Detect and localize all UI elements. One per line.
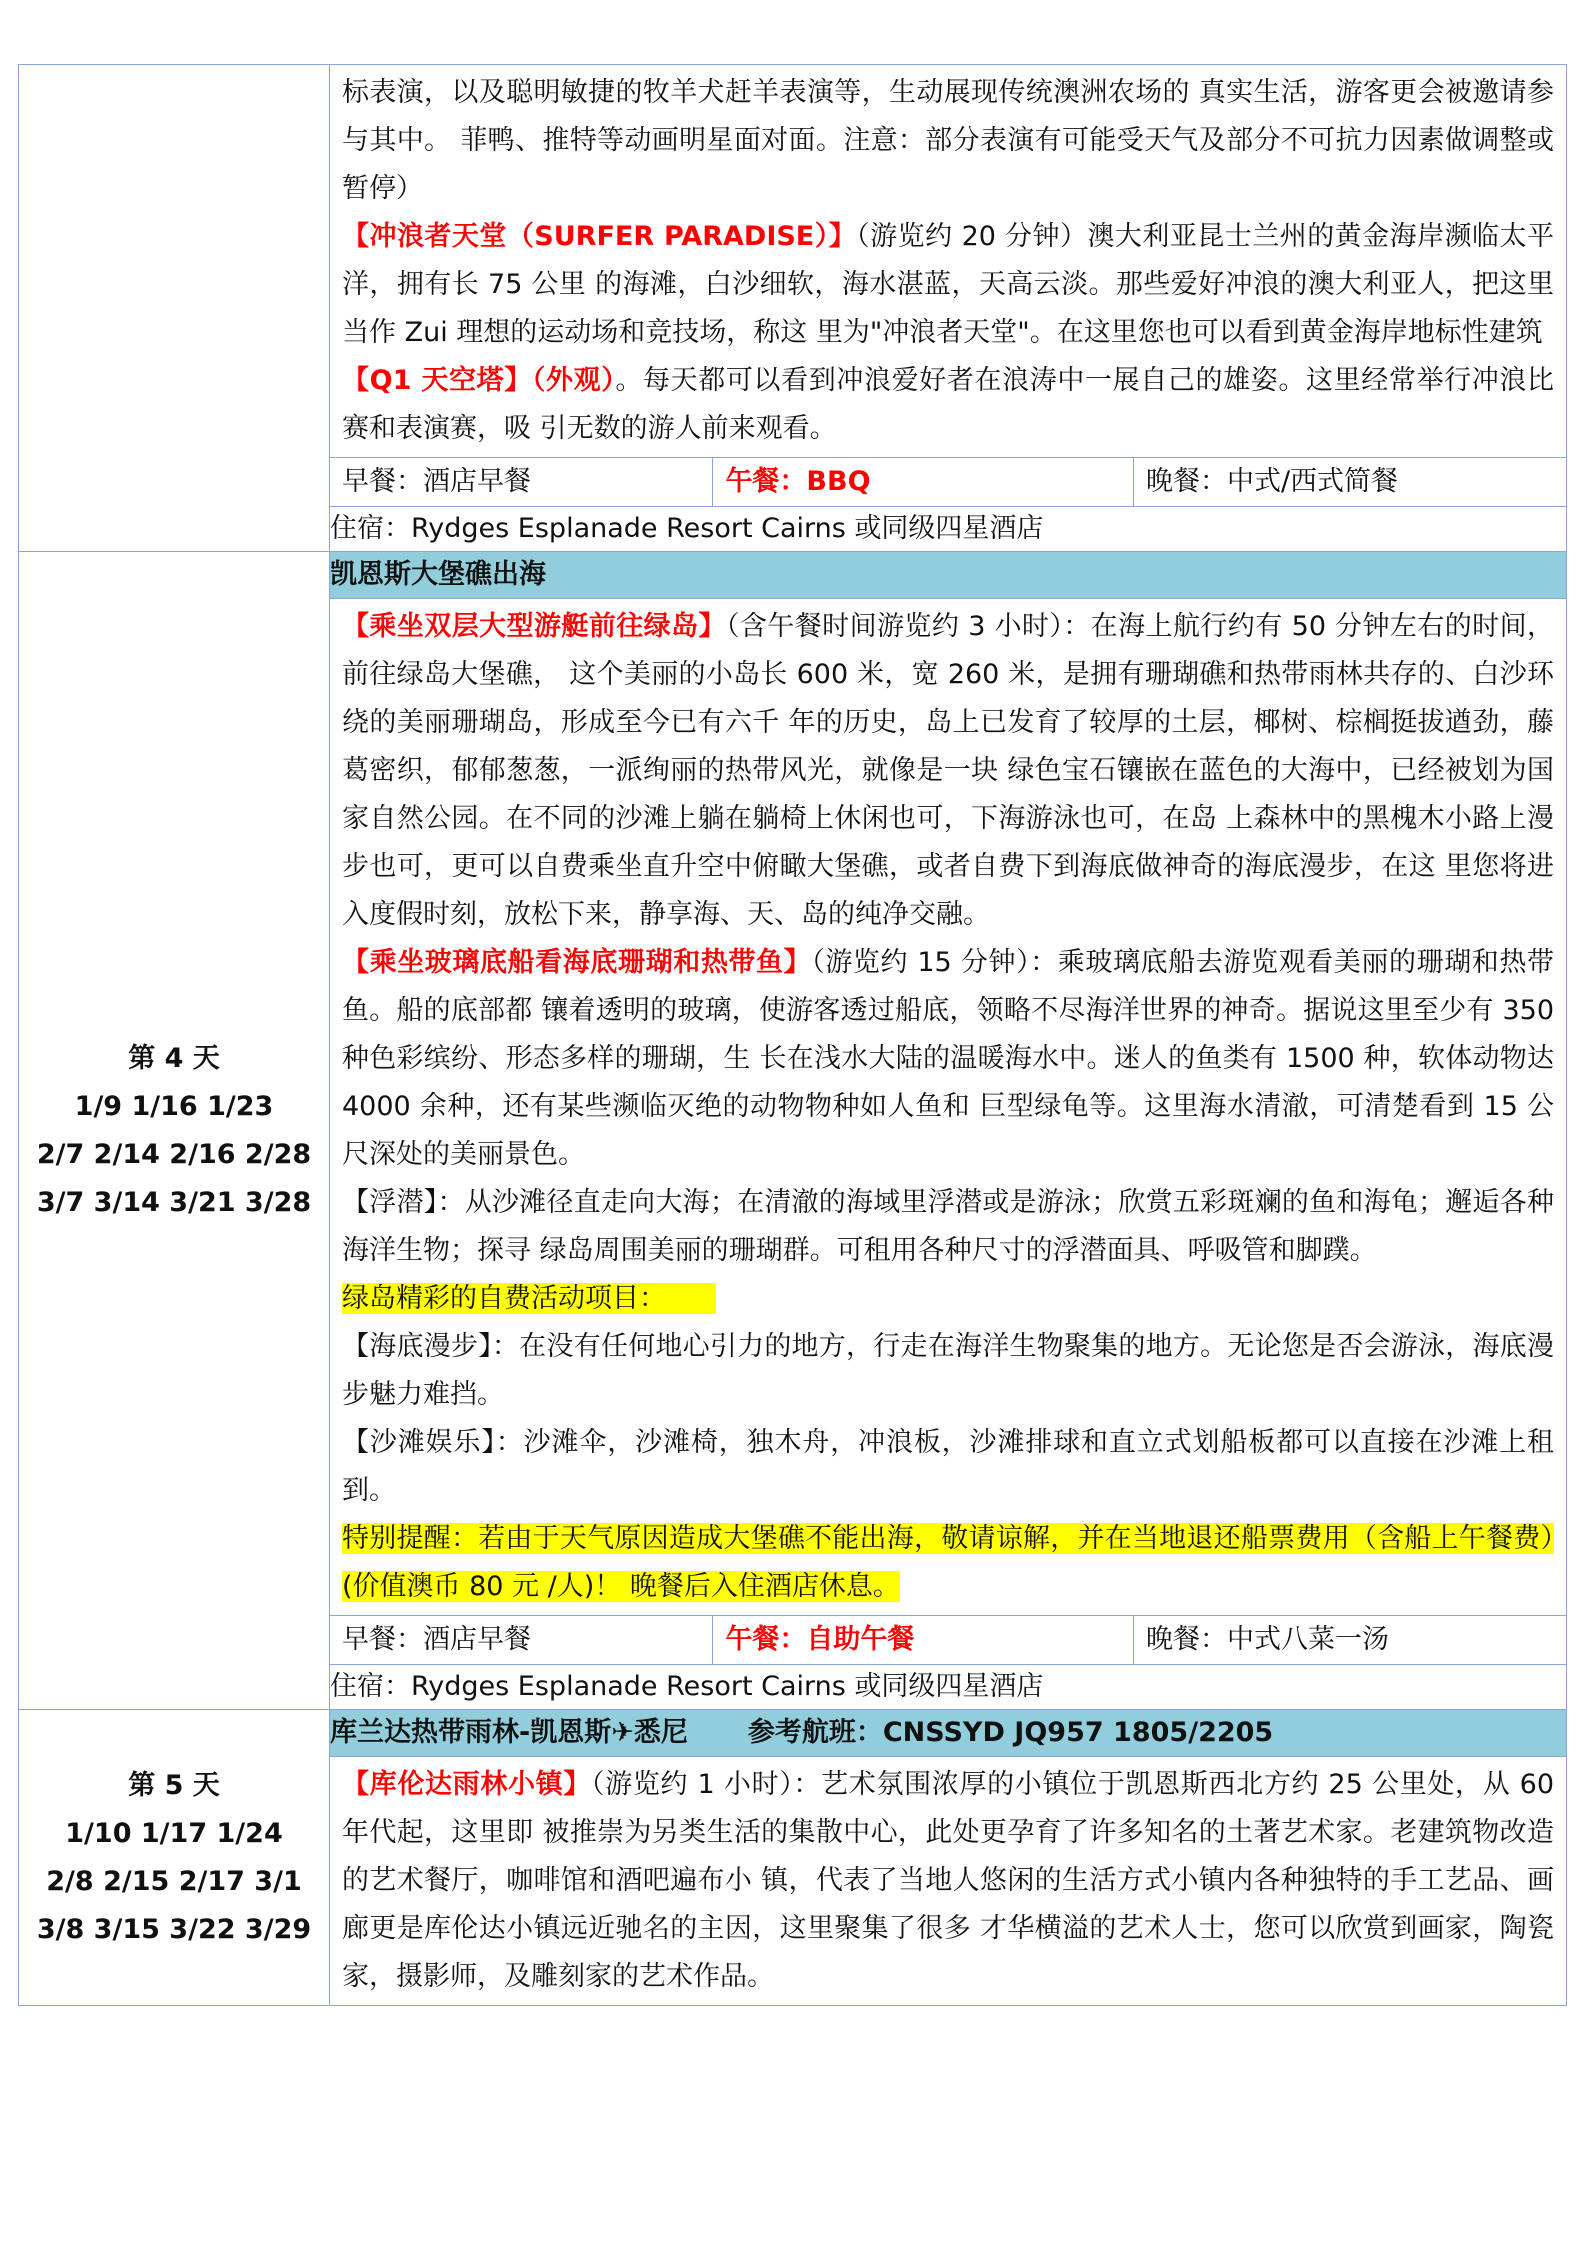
day-dates: 2/8 2/15 2/17 3/1 [46, 1865, 302, 1897]
meals-table [330, 458, 1566, 506]
paragraph [342, 1179, 1554, 1275]
paragraph [342, 603, 1554, 939]
day4-title: 凯恩斯大堡礁出海 [330, 552, 1567, 599]
day3-stay: 住宿：Rydges Esplanade Resort Cairns 或同级四星酒店 [330, 507, 1567, 552]
day5-header-row [19, 1710, 1567, 1757]
paragraph [342, 1323, 1554, 1419]
text-run: （游览约 1 小时）：艺术氛围浓厚的小镇位于凯恩斯西北方约 25 公里处，从 60 年代起，这里即 被推崇为另类生活的集散中心，此处更孕育了许多知名的土著艺术家。老建筑物改造的艺术餐厅，咖啡馆和酒吧遍布小 镇，代表了当地人悠闲的生活方式小镇内各种独特的手工艺品、画廊更是库伦达小镇远近驰名的主因，这里聚集了很多 才华横溢的艺术人士，您可以欣赏到画家，陶瓷家，摄影师，及雕刻家的艺术作品。 [342, 1769, 1554, 1992]
text-run: 标表演，以及聪明敏捷的牧羊犬赶羊表演等，生动展现传统澳洲农场的 真实生活，游客更会被邀请参与其中。 菲鸭、推特等动画明星面对面。注意：部分表演有可能受天气及部分不可抗力因素做调整或暂停） [342, 77, 1554, 204]
day4-stay: 住宿：Rydges Esplanade Resort Cairns 或同级四星酒店 [330, 1665, 1567, 1710]
text-run: 【浮潜】：从沙滩径直走向大海；在清澈的海域里浮潜或是游泳；欣赏五彩斑斓的鱼和海龟；邂逅各种海洋生物；探寻 绿岛周围美丽的珊瑚群。可租用各种尺寸的浮潜面具、呼吸管和脚蹼。 [342, 1187, 1554, 1266]
day4-header-row [19, 552, 1567, 599]
paragraph [342, 357, 1554, 453]
day3-day-cell [19, 65, 330, 552]
paragraph [342, 939, 1554, 1179]
day4-content-cell [330, 599, 1567, 1616]
day-dates: 3/8 3/15 3/22 3/29 [36, 1913, 312, 1945]
day-dates: 1/10 1/17 1/24 [65, 1817, 283, 1849]
paragraph [342, 1761, 1554, 2001]
day5-content [330, 1757, 1566, 2005]
day5-header [330, 1710, 1567, 1757]
day4-meals-cell [330, 1616, 1567, 1665]
day-label: 第 4 天 [128, 1042, 220, 1074]
day5-day-cell [19, 1710, 330, 2006]
paragraph [342, 213, 1554, 357]
attraction-title: 【库伦达雨林小镇】 [342, 1769, 592, 1800]
highlight-text: 绿岛精彩的自费活动项目： [342, 1283, 716, 1314]
attraction-title: 【Q1 天空塔】（外观） [342, 365, 616, 396]
dinner: 晚餐：中式八菜一汤 [1145, 1624, 1389, 1655]
text-run: （含午餐时间游览约 3 小时）：在海上航行约有 50 分钟左右的时间，前往绿岛大堡礁， 这个美丽的小岛长 600 米，宽 260 米，是拥有珊瑚礁和热带雨林共存的、白沙环绕的美丽珊瑚岛，形成至今已有六千 年的历史，岛上已发育了较厚的土层，椰树、棕榈挺拔遒劲，藤葛密织，郁郁葱葱，一派绚丽的热带风光，就像是一块 绿色宝石镶嵌在蓝色的大海中，已经被划为国家自然公园。在不同的沙滩上躺在躺椅上休闲也可，下海游泳也可，在岛 上森林中的黑槐木小路上漫步也可，更可以自费乘坐直升空中俯瞰大堡礁，或者自费下到海底做神奇的海底漫步，在这 里您将进入度假时刻，放松下来，静享海、天、岛的纯净交融。 [342, 611, 1554, 930]
dinner: 晚餐：中式/西式简餐 [1145, 466, 1399, 497]
attraction-title: 【乘坐双层大型游艇前往绿岛】 [342, 611, 726, 642]
breakfast: 早餐：酒店早餐 [342, 466, 531, 497]
day3-content-cell [330, 65, 1567, 458]
lunch: 午餐：自助午餐 [713, 1616, 1134, 1664]
text-run: （游览约 15 分钟）：乘玻璃底船去游览观看美丽的珊瑚和热带鱼。船的底部都 镶着透明的玻璃，使游客透过船底，领略不尽海洋世界的神奇。据说这里至少有 350 种色彩缤纷、形态多样的珊瑚，生 长在浅水大陆的温暖海水中。迷人的鱼类有 1500 种，软体动物达 4000 余种，还有某些濒临灭绝的动物物种如人鱼和 巨型绿龟等。这里海水清澈，可清楚看到 15 公尺深处的美丽景色。 [342, 947, 1554, 1170]
day-dates: 1/9 1/16 1/23 [74, 1090, 274, 1122]
day3-meals-cell [330, 458, 1567, 507]
lunch: 午餐：BBQ [713, 458, 1134, 506]
day5-title: 库兰达热带雨林-凯恩斯✈悉尼 [330, 1717, 688, 1748]
paragraph [342, 69, 1554, 213]
day4-day-cell [19, 552, 330, 1710]
text-run: 【沙滩娱乐】：沙滩伞，沙滩椅，独木舟，冲浪板，沙滩排球和直立式划船板都可以直接在沙滩上租到。 [342, 1427, 1554, 1506]
day-dates: 3/7 3/14 3/21 3/28 [36, 1186, 312, 1218]
day-dates: 2/7 2/14 2/16 2/28 [36, 1138, 312, 1170]
itinerary-table [18, 64, 1567, 2006]
paragraph [342, 1419, 1554, 1515]
meals-table [330, 1616, 1566, 1664]
paragraph [342, 1515, 1554, 1611]
day5-content-cell [330, 1757, 1567, 2006]
highlight-text: 特别提醒：若由于天气原因造成大堡礁不能出海，敬请谅解，并在当地退还船票费用（含船上午餐费）(价值澳币 80 元 /人)！ 晚餐后入住酒店休息。 [342, 1523, 1554, 1602]
day4-content [330, 599, 1566, 1615]
breakfast: 早餐：酒店早餐 [342, 1624, 531, 1655]
day-label: 第 5 天 [128, 1769, 220, 1801]
text-run: （游览约 20 分钟）澳大利亚昆士兰州的黄金海岸濒临太平洋，拥有长 75 公里 的海滩，白沙细软，海水湛蓝，天高云淡。那些爱好冲浪的澳大利亚人，把这里当作 Zui 理想的运动场和竞技场，称这 里为"冲浪者天堂"。在这里您也可以看到黄金海岸地标性建筑 [342, 221, 1554, 348]
day3-content [330, 65, 1566, 457]
text-run: 。每天都可以看到冲浪爱好者在浪涛中一展自己的雄姿。这里经常举行冲浪比赛和表演赛，吸 引无数的游人前来观看。 [342, 365, 1555, 444]
paragraph [342, 1275, 1554, 1323]
flight-info: 参考航班：CNSSYD JQ957 1805/2205 [747, 1717, 1274, 1748]
text-run: 【海底漫步】：在没有任何地心引力的地方，行走在海洋生物聚集的地方。无论您是否会游泳，海底漫步魅力难挡。 [342, 1331, 1554, 1410]
attraction-title: 【冲浪者天堂（SURFER PARADISE）】 [342, 221, 857, 252]
attraction-title: 【乘坐玻璃底船看海底珊瑚和热带鱼】 [342, 947, 812, 978]
day3-content-row [19, 65, 1567, 458]
